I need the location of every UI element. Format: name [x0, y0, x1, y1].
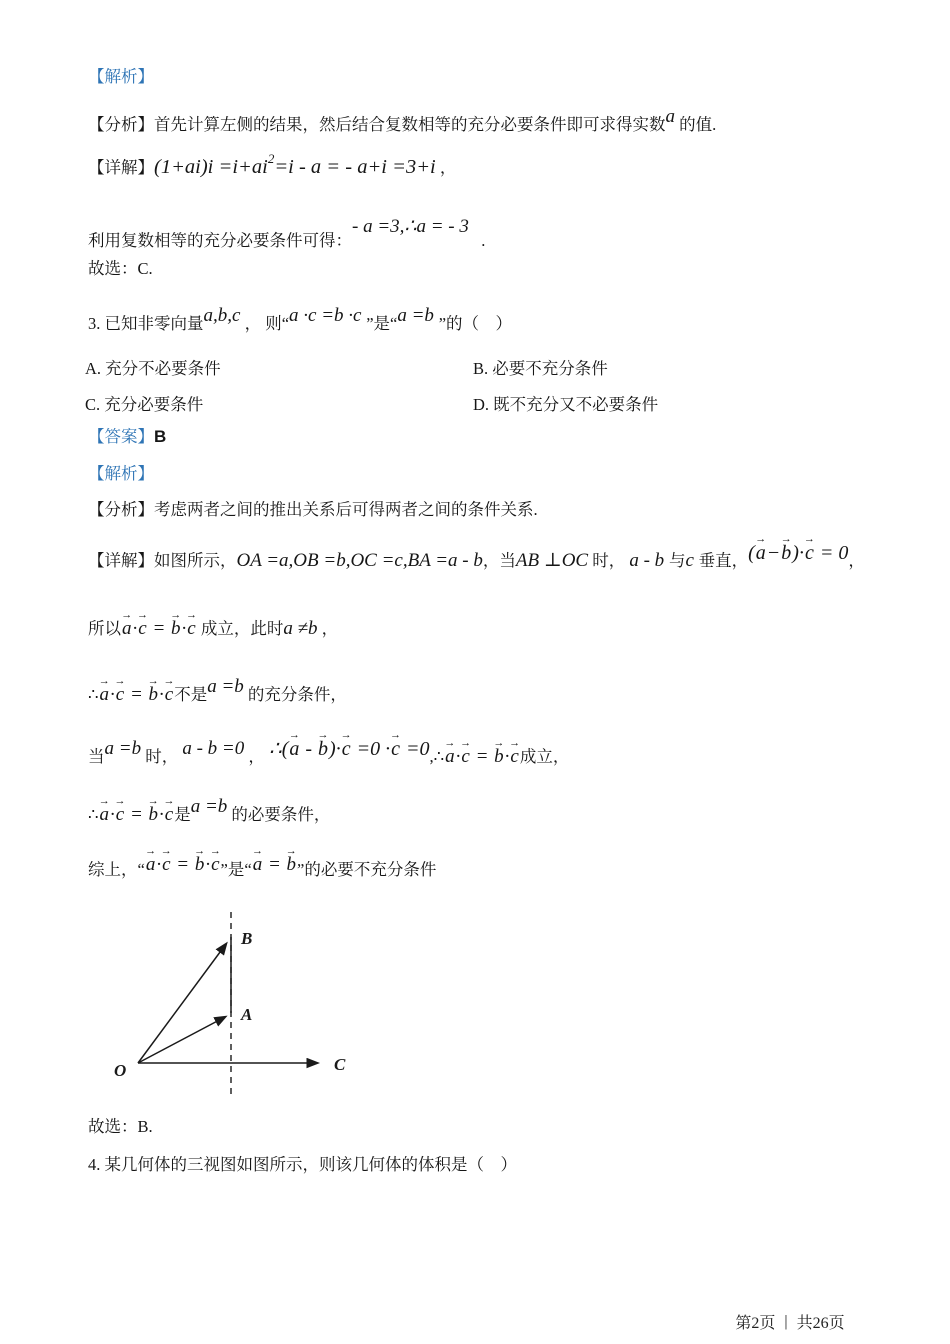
text-run: ”是“ — [220, 860, 252, 879]
text-run: · — [156, 854, 162, 875]
text-run: → b — [781, 543, 791, 563]
paragraph-zongshang — [88, 852, 436, 883]
option-a-body: 充分不必要条件 — [105, 359, 221, 378]
text-run: c — [685, 550, 699, 571]
text-run: 利用复数相等的充分必要条件可得： — [88, 231, 352, 250]
option-b — [473, 356, 608, 382]
paragraph-not-sufficient — [88, 674, 347, 708]
text-run: 成立，此时 — [196, 619, 284, 638]
text-run: a — [665, 106, 675, 127]
text-run: · — [504, 746, 510, 767]
text-run: → c — [461, 747, 469, 766]
text-run: =0 · — [351, 738, 391, 760]
diagram-label-a: A — [241, 1005, 253, 1024]
text-run: 【解析】 — [88, 464, 154, 483]
text-run: 的必要条件， — [227, 805, 331, 824]
text-run: 【详解】 — [88, 158, 154, 177]
text-run: → a — [100, 805, 110, 824]
text-run: 垂直， — [698, 551, 749, 570]
diagram-label-o: O — [114, 1061, 127, 1080]
text-run: a,b,c — [203, 305, 241, 326]
text-run: 综上，“ — [88, 860, 145, 879]
text-run: ， — [435, 158, 457, 177]
text-run: → b — [149, 685, 159, 704]
text-run: → c — [187, 619, 195, 638]
text-run: ， — [848, 551, 865, 570]
paragraph-xiangjie-q2 — [88, 146, 456, 181]
text-run: (1+ai)i =i+ai — [154, 156, 268, 178]
text-run: − — [766, 542, 781, 564]
paragraph-dang — [88, 736, 569, 770]
option-c-body: 充分必要条件 — [104, 395, 204, 414]
text-run: )· — [329, 738, 341, 760]
text-run: → a — [289, 739, 299, 759]
text-run: → b — [318, 739, 328, 759]
page-footer — [660, 1310, 920, 1333]
text-run: OA =a,OB =b,OC =c,BA =a - b — [236, 550, 483, 571]
text-run: =i - a = - a+i =3+i — [274, 156, 436, 178]
text-run: → a — [146, 855, 156, 874]
text-run: a ·c =b ·c — [289, 305, 367, 326]
text-run: = — [125, 684, 148, 705]
label-jiexi-q2 — [88, 64, 154, 90]
text-run: a =b — [397, 305, 439, 326]
paragraph-fenxi-q3 — [88, 497, 538, 523]
text-run: 2 — [267, 151, 275, 166]
text-run: → b — [195, 855, 205, 874]
text-run: AB ⊥OC — [515, 550, 589, 571]
footer-separator: | — [784, 1312, 788, 1330]
text-run: → b — [287, 855, 297, 874]
text-run: · — [159, 804, 164, 825]
text-run: 当 — [88, 747, 105, 766]
text-run: → c — [116, 805, 124, 824]
text-run: → c — [165, 685, 173, 704]
option-b-label: B. — [473, 359, 489, 378]
option-b-body: 必要不充分条件 — [492, 359, 608, 378]
answer-line-q3 — [88, 424, 166, 450]
text-run: = — [125, 804, 148, 825]
text-run: B — [154, 427, 167, 446]
text-run: 【分析】首先计算左侧的结果，然后结合复数相等的充分必要条件即可求得实数 — [88, 115, 666, 134]
diagram-label-c: C — [334, 1055, 346, 1074]
text-run: ( — [748, 542, 755, 564]
label-jiexi-q3 — [88, 461, 154, 487]
text-run: =0 — [401, 738, 430, 760]
text-run: a =b — [104, 738, 142, 759]
text-run: = — [470, 746, 494, 767]
footer-total-pages: 共26页 — [796, 1315, 845, 1332]
text-run: ,∴ — [429, 747, 445, 766]
text-run: 的值. — [675, 115, 717, 134]
text-run: a - b =0 — [182, 738, 245, 759]
text-run: 的充分条件， — [243, 685, 347, 704]
text-run: ∴ — [88, 805, 99, 824]
text-run: · — [181, 618, 187, 639]
paragraph-necessary — [88, 794, 330, 828]
text-run: . — [468, 231, 486, 250]
text-run: 故选：B. — [88, 1117, 153, 1136]
text-run: → c — [342, 739, 351, 759]
option-c — [85, 392, 203, 418]
text-run: → a — [122, 619, 132, 638]
text-run: → a — [445, 747, 455, 766]
text-run: 【解析】 — [88, 67, 154, 86]
text-run: ，当 — [482, 551, 516, 570]
text-run: 时， — [588, 551, 630, 570]
text-run: 【分析】考虑两者之间的推出关系后可得两者之间的条件关系. — [88, 500, 538, 519]
option-a-label: A. — [85, 359, 102, 378]
text-run: → c — [162, 855, 170, 874]
option-d-label: D. — [473, 395, 490, 414]
vector-oa-arrow — [138, 1017, 225, 1063]
text-run: ， — [317, 619, 339, 638]
text-run: · — [110, 684, 115, 705]
text-run: a - b — [629, 550, 669, 571]
text-run: ”的（ ） — [438, 314, 513, 333]
text-run: → a — [756, 543, 766, 563]
text-run: ∴( — [268, 738, 289, 760]
text-run: ， 则“ — [240, 314, 290, 333]
text-run: 【详解】如图所示， — [88, 551, 237, 570]
text-run: → c — [805, 543, 814, 563]
text-run: → c — [138, 619, 146, 638]
text-run: 与 — [668, 551, 686, 570]
text-run: 不是 — [174, 685, 208, 704]
text-run: 时， — [141, 747, 183, 766]
text-run: · — [205, 854, 211, 875]
text-run: ∴ — [88, 685, 99, 704]
text-run: a =b — [207, 676, 244, 697]
text-run: → b — [149, 805, 159, 824]
text-run: 故选：C. — [88, 259, 153, 278]
option-d — [473, 392, 658, 418]
text-run: 3. 已知非零向量 — [88, 314, 204, 333]
text-run: → a — [100, 685, 110, 704]
text-run: 【答案】 — [88, 427, 154, 446]
paragraph-choice-q2 — [88, 256, 153, 282]
text-run: - — [300, 738, 318, 760]
footer-page-number: 第2页 — [735, 1315, 776, 1332]
text-run: → c — [510, 747, 518, 766]
question-3-stem — [88, 303, 512, 337]
text-run: = — [147, 618, 171, 639]
text-run: → c — [116, 685, 124, 704]
paragraph-fenxi-q2 — [88, 104, 716, 138]
paragraph-choice-q3 — [88, 1114, 153, 1140]
text-run: · — [159, 684, 164, 705]
text-run: → c — [391, 739, 400, 759]
paragraph-suoyi — [88, 616, 338, 642]
text-run: a ≠b — [283, 618, 318, 639]
text-run: → c — [211, 855, 219, 874]
question-4-stem — [88, 1152, 517, 1178]
option-c-label: C. — [85, 395, 101, 414]
text-run: a =b — [190, 796, 228, 817]
text-run: ， — [244, 747, 269, 766]
text-run: → b — [171, 619, 181, 638]
text-run: · — [110, 804, 115, 825]
option-a — [85, 356, 221, 382]
text-run: ”的必要不充分条件 — [297, 860, 437, 879]
option-d-body: 既不充分又不必要条件 — [493, 395, 659, 414]
text-run: → c — [165, 805, 173, 824]
vector-diagram — [80, 898, 420, 1105]
text-run: 是 — [174, 805, 191, 824]
text-run: 4. 某几何体的三视图如图所示，则该几何体的体积是（ ） — [88, 1155, 517, 1174]
text-run: = — [171, 854, 194, 875]
vector-ob-arrow — [138, 944, 226, 1063]
text-run: = — [263, 854, 286, 875]
text-run: 成立， — [519, 747, 570, 766]
text-run: → a — [253, 855, 263, 874]
text-run: · — [455, 746, 461, 767]
text-run: ”是“ — [366, 314, 398, 333]
text-run: - a =3,∴a = - 3 — [352, 216, 469, 237]
paragraph-liyong-q2 — [88, 214, 485, 254]
text-run: → b — [494, 747, 504, 766]
text-run: · — [132, 618, 138, 639]
text-run: )· — [792, 542, 804, 564]
text-run: = 0 — [814, 542, 849, 564]
paragraph-xiangjie-q3 — [88, 540, 865, 574]
text-run: 所以 — [88, 619, 121, 638]
diagram-label-b: B — [241, 929, 253, 948]
